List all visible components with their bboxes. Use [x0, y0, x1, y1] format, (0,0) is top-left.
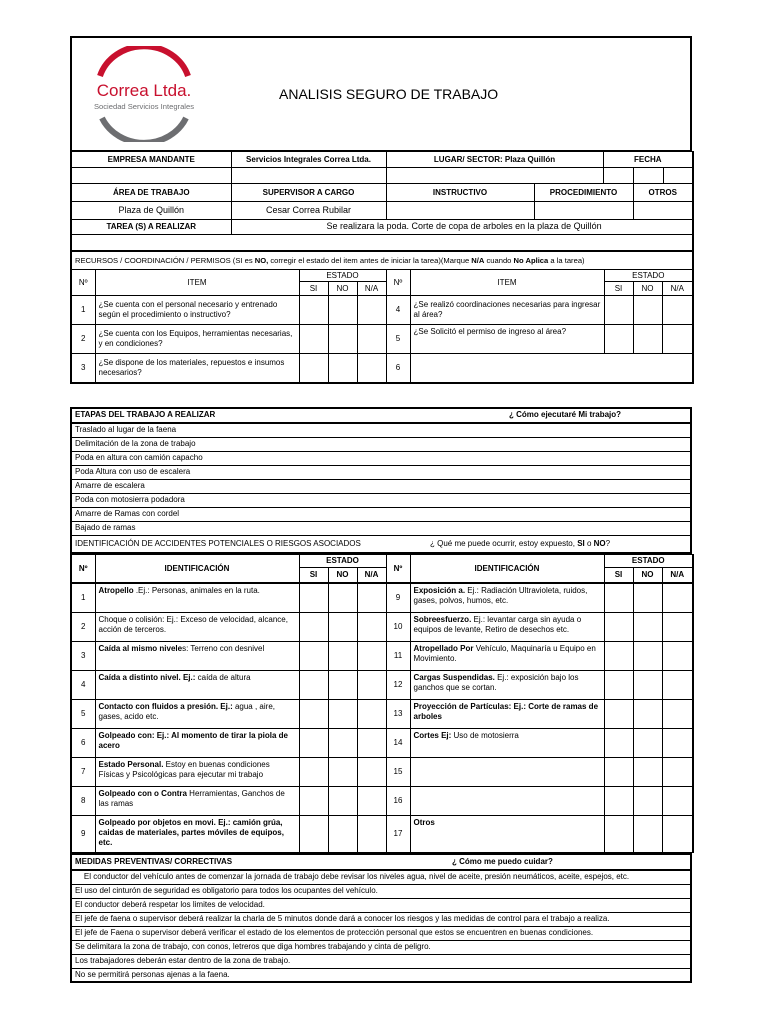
- checkbox-si[interactable]: [299, 642, 328, 671]
- checkbox-na[interactable]: [662, 700, 693, 729]
- empresa-input[interactable]: [71, 168, 231, 184]
- riesgo-bold: Otros: [413, 818, 435, 827]
- form-header: [70, 36, 692, 151]
- checkbox-no[interactable]: [633, 700, 662, 729]
- riesgos-col-estado: ESTADO: [299, 555, 386, 568]
- empresa-label: EMPRESA MANDANTE: [71, 152, 231, 168]
- riesgos-col-estado-2: ESTADO: [604, 555, 693, 568]
- riesgo-text: Ej.: levantar carga sin ayuda o equipos de levante, Retiro de desechos etc.: [413, 615, 582, 634]
- riesgo-row: [71, 758, 693, 787]
- checkbox-si[interactable]: [299, 758, 328, 787]
- riesgo-n: 9: [386, 584, 410, 613]
- area-value[interactable]: Plaza de Quillón: [71, 202, 231, 220]
- lugar-label: LUGAR/ SECTOR: Plaza Quillón: [386, 152, 603, 168]
- checkbox-no[interactable]: [328, 758, 357, 787]
- riesgo-bold: Golpeado por objetos en movi. Ej.: camión grúa, caidas de materiales, partes móviles de equipos, etc.: [98, 818, 284, 847]
- riesgos-table: [70, 554, 694, 583]
- checkbox-na[interactable]: [662, 816, 693, 853]
- checkbox-si[interactable]: [604, 671, 633, 700]
- checkbox-si[interactable]: [299, 816, 328, 853]
- riesgo-row: [71, 584, 693, 613]
- riesgo-n: 2: [71, 613, 95, 642]
- checkbox-no[interactable]: [328, 613, 357, 642]
- etapa-item[interactable]: Poda en altura con camión capacho: [71, 451, 691, 465]
- riesgos-label: IDENTIFICACIÓN DE ACCIDENTES POTENCIALES O RIESGOS ASOCIADOS: [75, 538, 361, 548]
- recursos-item: ¿Se cuenta con los Equipos, herramientas necesarias, y en condiciones?: [95, 325, 299, 354]
- riesgo-identificacion: [95, 816, 299, 853]
- checkbox-na[interactable]: [357, 325, 386, 354]
- checkbox-si[interactable]: [299, 325, 328, 354]
- riesgo-text: Ej.: exposición bajo los ganchos que se cortan.: [413, 673, 579, 692]
- recursos-note-a: RECURSOS / COORDINACIÓN / PERMISOS (SI es: [75, 255, 255, 265]
- logo-subtitle: Sociedad Servicios Integrales: [93, 102, 195, 111]
- riesgo-row: [71, 613, 693, 642]
- riesgo-identificacion: [95, 729, 299, 758]
- riesgo-n: 8: [71, 787, 95, 816]
- riesgo-identificacion: [95, 613, 299, 642]
- riesgo-n: 10: [386, 613, 410, 642]
- checkbox-no[interactable]: [328, 325, 357, 354]
- etapas-table: [70, 407, 692, 555]
- checkbox-na[interactable]: [357, 296, 386, 325]
- etapas-label-cell: [71, 408, 691, 423]
- checkbox-na[interactable]: [357, 354, 386, 383]
- checkbox-na[interactable]: [357, 816, 386, 853]
- riesgo-identificacion: [410, 700, 604, 729]
- riesgos-col-na: N/A: [357, 568, 386, 583]
- checkbox-si[interactable]: [299, 296, 328, 325]
- otros-label: OTROS: [633, 184, 693, 202]
- riesgo-n: 16: [386, 787, 410, 816]
- riesgo-row: [71, 787, 693, 816]
- medida-item[interactable]: No se permitirá personas ajenas a la faena.: [71, 968, 691, 982]
- riesgo-row: [71, 700, 693, 729]
- medida-item[interactable]: El jefe de Faena o supervisor deberá verificar el estado de los elementos de protección personal que estos se encuentren en buenas condiciones.: [71, 926, 691, 940]
- medida-item[interactable]: Se delimitara la zona de trabajo, con conos, letreros que diga hombres trabajando y cinta de peligro.: [71, 940, 691, 954]
- riesgo-text: .Ej.: Personas, animales en la ruta.: [133, 586, 260, 595]
- riesgo-text: s: Terreno con desnivel: [182, 644, 265, 653]
- riesgo-identificacion: [95, 642, 299, 671]
- checkbox-si[interactable]: [604, 613, 633, 642]
- medida-item[interactable]: El jefe de faena o supervisor deberá realizar la charla de 5 minutos donde dará a conocer los riesgos y las medidas de control para el trabajo a realiza.: [71, 912, 691, 926]
- recursos-col-estado: ESTADO: [299, 270, 386, 282]
- recursos-n: 5: [386, 325, 410, 354]
- riesgo-identificacion: [95, 758, 299, 787]
- tarea-label: TAREA (S) A REALIZAR: [71, 220, 231, 235]
- checkbox-no[interactable]: [328, 671, 357, 700]
- checkbox-si[interactable]: [299, 700, 328, 729]
- riesgo-n: 17: [386, 816, 410, 853]
- empresa-value: Servicios Integrales Correa Ltda.: [231, 152, 386, 168]
- riesgos-col-si: SI: [299, 568, 328, 583]
- checkbox-no[interactable]: [633, 729, 662, 758]
- tarea-extra-row[interactable]: [71, 235, 693, 251]
- riesgo-bold: Atropellado Por: [413, 644, 474, 653]
- riesgo-bold: Golpeado con: Ej.: Al momento de tirar la piola de acero: [98, 731, 289, 750]
- recursos-col-si: SI: [299, 282, 328, 296]
- fecha-year[interactable]: [663, 168, 693, 184]
- riesgo-row: [71, 642, 693, 671]
- checkbox-si[interactable]: [299, 787, 328, 816]
- recursos-n: 4: [386, 296, 410, 325]
- recursos-col-no-2: NO: [633, 282, 662, 296]
- riesgo-identificacion: [95, 584, 299, 613]
- riesgo-row: [71, 729, 693, 758]
- checkbox-si[interactable]: [604, 584, 633, 613]
- checkbox-na[interactable]: [662, 325, 693, 354]
- recursos-col-n: Nº: [71, 270, 95, 296]
- riesgo-identificacion: [410, 729, 604, 758]
- riesgos-question-si: SI: [577, 538, 585, 548]
- logo-name: Correa Ltda.: [96, 81, 192, 100]
- recursos-row: [71, 296, 693, 325]
- recursos-col-item-2: ITEM: [410, 270, 604, 296]
- checkbox-no[interactable]: [633, 584, 662, 613]
- medidas-question: ¿ Cómo me puedo cuidar?: [452, 857, 553, 866]
- recursos-n: 6: [386, 354, 410, 383]
- checkbox-na[interactable]: [357, 671, 386, 700]
- riesgo-n: 9: [71, 816, 95, 853]
- checkbox-si[interactable]: [604, 642, 633, 671]
- etapas-label: ETAPAS DEL TRABAJO A REALIZAR: [75, 410, 216, 419]
- recursos-note-noaplica: No Aplica: [513, 255, 549, 265]
- riesgo-bold: Cargas Suspendidas.: [413, 673, 495, 682]
- checkbox-si[interactable]: [604, 296, 633, 325]
- medidas-table: [70, 853, 692, 983]
- riesgo-bold: Sobreesfuerzo.: [413, 615, 472, 624]
- riesgos-label-cell: [71, 535, 691, 553]
- company-logo: [82, 46, 206, 142]
- checkbox-si[interactable]: [299, 729, 328, 758]
- recursos-note-b: corregir el estado del item antes de iniciar la tarea)(Marque: [268, 255, 472, 265]
- checkbox-no[interactable]: [328, 296, 357, 325]
- riesgo-n: 5: [71, 700, 95, 729]
- recursos-table: [70, 251, 694, 384]
- riesgo-text: Uso de motosierra: [451, 731, 519, 740]
- riesgo-text: Ej.: Radiación Ultravioleta, ruidos, gases, polvos, humos, etc.: [413, 586, 588, 605]
- checkbox-no[interactable]: [633, 758, 662, 787]
- riesgo-n: 4: [71, 671, 95, 700]
- riesgo-identificacion: [95, 787, 299, 816]
- checkbox-no[interactable]: [633, 613, 662, 642]
- riesgo-identificacion: [95, 671, 299, 700]
- checkbox-si[interactable]: [604, 816, 633, 853]
- lugar-input[interactable]: [386, 168, 603, 184]
- riesgo-n: 14: [386, 729, 410, 758]
- procedimiento-input[interactable]: [534, 202, 633, 220]
- riesgo-text: Estoy en buenas condiciones Físicas y Psicológicas para ejecutar mi trabajo: [98, 760, 270, 779]
- checkbox-na[interactable]: [357, 729, 386, 758]
- recursos-note-c: cuando: [484, 255, 514, 265]
- recursos-col-item: ITEM: [95, 270, 299, 296]
- checkbox-no[interactable]: [633, 816, 662, 853]
- tarea-value[interactable]: Se realizara la poda. Corte de copa de arboles en la plaza de Quillón: [231, 220, 693, 235]
- checkbox-no[interactable]: [633, 325, 662, 354]
- checkbox-no[interactable]: [633, 787, 662, 816]
- riesgo-text: agua , aire, gases, acido etc.: [98, 702, 275, 721]
- checkbox-si[interactable]: [604, 787, 633, 816]
- riesgo-identificacion: [410, 642, 604, 671]
- recursos-n: 2: [71, 325, 95, 354]
- recursos-note-na: N/A: [471, 255, 485, 265]
- recursos-item: ¿Se realizó coordinaciones necesarias para ingresar al área?: [410, 296, 604, 325]
- instructivo-input[interactable]: [386, 202, 534, 220]
- checkbox-si[interactable]: [299, 584, 328, 613]
- riesgos-col-n: Nº: [71, 555, 95, 583]
- recursos-row: [71, 354, 693, 383]
- riesgo-n: 15: [386, 758, 410, 787]
- recursos-n: 1: [71, 296, 95, 325]
- etapas-question: ¿ Cómo ejecutaré Mi trabajo?: [509, 410, 622, 419]
- riesgo-identificacion: [410, 671, 604, 700]
- fecha-month[interactable]: [633, 168, 663, 184]
- checkbox-si[interactable]: [604, 729, 633, 758]
- checkbox-si[interactable]: [604, 758, 633, 787]
- checkbox-na[interactable]: [662, 729, 693, 758]
- riesgo-identificacion: [410, 584, 604, 613]
- medidas-label: MEDIDAS PREVENTIVAS/ CORRECTIVAS: [75, 857, 233, 866]
- checkbox-na[interactable]: [662, 671, 693, 700]
- riesgo-text: Vehículo, Maquinaría u Equipo en Movimiento.: [413, 644, 596, 663]
- riesgo-identificacion: [410, 613, 604, 642]
- checkbox-si[interactable]: [299, 354, 328, 383]
- riesgo-text: Herramientas, Ganchos de las ramas: [98, 789, 285, 808]
- riesgo-bold: Proyección de Partículas: Ej.: Corte de ramas de arboles: [413, 702, 599, 721]
- checkbox-no[interactable]: [328, 354, 357, 383]
- riesgo-n: 13: [386, 700, 410, 729]
- medidas-label-cell: [71, 854, 691, 870]
- checkbox-no[interactable]: [328, 642, 357, 671]
- riesgo-bold: Contacto con fluidos a presión. Ej.:: [98, 702, 233, 711]
- riesgos-question-a: ¿ Qué me puede ocurrir, estoy expuesto,: [430, 538, 578, 548]
- recursos-note-no: NO,: [254, 255, 269, 265]
- recursos-row: [71, 325, 693, 354]
- recursos-col-na: N/A: [357, 282, 386, 296]
- riesgo-identificacion: [410, 816, 604, 853]
- page-title: ANALISIS SEGURO DE TRABAJO: [279, 86, 499, 102]
- riesgos-col-no-2: NO: [633, 568, 662, 583]
- medida-item[interactable]: Los trabajadores deberán estar dentro de la zona de trabajo.: [71, 954, 691, 968]
- etapa-item[interactable]: Traslado al lugar de la faena: [71, 423, 691, 438]
- recursos-col-estado-2: ESTADO: [604, 270, 693, 282]
- checkbox-no[interactable]: [633, 642, 662, 671]
- recursos-item: ¿Se Solicitó el permiso de ingreso al área?: [410, 325, 604, 354]
- riesgo-bold: Caída a distinto nivel. Ej.:: [98, 673, 196, 682]
- etapa-item[interactable]: Amarre de escalera: [71, 479, 691, 493]
- riesgos-col-si-2: SI: [604, 568, 633, 583]
- riesgo-identificacion: [410, 787, 604, 816]
- riesgo-n: 1: [71, 584, 95, 613]
- riesgos-question-c: ?: [605, 538, 611, 548]
- checkbox-no[interactable]: [633, 671, 662, 700]
- recursos-col-na-2: N/A: [662, 282, 693, 296]
- riesgo-row: [71, 671, 693, 700]
- riesgo-n: 6: [71, 729, 95, 758]
- riesgos-question-b: o: [584, 538, 594, 548]
- checkbox-na[interactable]: [662, 584, 693, 613]
- checkbox-si[interactable]: [604, 700, 633, 729]
- medida-item[interactable]: El uso del cinturón de seguridad es obligatorio para todos los ocupantes del vehículo.: [71, 884, 691, 898]
- riesgos-col-id: IDENTIFICACIÓN: [95, 555, 299, 583]
- riesgo-bold: Estado Personal.: [98, 760, 164, 769]
- medida-item[interactable]: El conductor deberá respetar los limites de velocidad.: [71, 898, 691, 912]
- riesgos-question-no: NO: [593, 538, 606, 548]
- riesgos-col-no: NO: [328, 568, 357, 583]
- recursos-col-si-2: SI: [604, 282, 633, 296]
- riesgos-col-n-2: Nº: [386, 555, 410, 583]
- riesgo-identificacion: [410, 758, 604, 787]
- checkbox-no[interactable]: [328, 816, 357, 853]
- checkbox-na[interactable]: [357, 642, 386, 671]
- recursos-col-no: NO: [328, 282, 357, 296]
- etapa-item[interactable]: Poda Altura con uso de escalera: [71, 465, 691, 479]
- riesgo-n: 7: [71, 758, 95, 787]
- etapa-item[interactable]: Delimitación de la zona de trabajo: [71, 437, 691, 451]
- riesgos-body: [70, 583, 694, 853]
- etapa-item[interactable]: Poda con motosierra podadora: [71, 493, 691, 507]
- checkbox-na[interactable]: [662, 758, 693, 787]
- checkbox-no[interactable]: [328, 584, 357, 613]
- checkbox-na[interactable]: [357, 613, 386, 642]
- riesgo-text: caída de altura: [195, 673, 251, 682]
- checkbox-si[interactable]: [604, 325, 633, 354]
- medida-item[interactable]: El conductor del vehículo antes de comenzar la jornada de trabajo debe revisar los niveles agua, nivel de aceite, presión neumáticos, aceite, espejos, etc.: [71, 870, 691, 884]
- otros-input[interactable]: [633, 202, 693, 220]
- checkbox-na[interactable]: [357, 758, 386, 787]
- fecha-label: FECHA: [603, 152, 693, 168]
- recursos-item: ¿Se cuenta con el personal necesario y entrenado según el procedimiento o instructivo?: [95, 296, 299, 325]
- checkbox-na[interactable]: [357, 787, 386, 816]
- riesgos-col-id-2: IDENTIFICACIÓN: [410, 555, 604, 583]
- checkbox-na[interactable]: [662, 787, 693, 816]
- recursos-n: 3: [71, 354, 95, 383]
- checkbox-no[interactable]: [328, 787, 357, 816]
- riesgo-identificacion: [95, 700, 299, 729]
- riesgo-n: 11: [386, 642, 410, 671]
- checkbox-no[interactable]: [328, 729, 357, 758]
- area-label: ÁREA DE TRABAJO: [71, 184, 231, 202]
- checkbox-na[interactable]: [357, 584, 386, 613]
- riesgo-bold: Caída al mismo nivele: [98, 644, 183, 653]
- checkbox-si[interactable]: [299, 671, 328, 700]
- riesgos-col-na-2: N/A: [662, 568, 693, 583]
- recursos-note: [71, 252, 693, 270]
- checkbox-na[interactable]: [662, 296, 693, 325]
- recursos-item[interactable]: [410, 354, 693, 383]
- checkbox-na[interactable]: [662, 613, 693, 642]
- recursos-note-d: a la tarea): [548, 255, 585, 265]
- recursos-col-n-2: Nº: [386, 270, 410, 296]
- fecha-day[interactable]: [603, 168, 633, 184]
- procedimiento-label: PROCEDIMIENTO: [534, 184, 633, 202]
- form-page: [70, 36, 692, 983]
- recursos-item: ¿Se dispone de los materiales, repuestos e insumos necesarios?: [95, 354, 299, 383]
- checkbox-no[interactable]: [633, 296, 662, 325]
- checkbox-na[interactable]: [662, 642, 693, 671]
- info-table: [70, 151, 694, 251]
- riesgos-question: [430, 539, 610, 549]
- riesgo-bold: Golpeado con o Contra: [98, 789, 187, 798]
- instructivo-label: INSTRUCTIVO: [386, 184, 534, 202]
- supervisor-value[interactable]: Cesar Correa Rubilar: [231, 202, 386, 220]
- empresa-input-2[interactable]: [231, 168, 386, 184]
- riesgo-text: Choque o colisión: Ej.: Exceso de velocidad, alcance, acción de terceros.: [98, 615, 288, 634]
- riesgo-bold: Atropello: [98, 586, 134, 595]
- riesgo-bold: Exposición a.: [413, 586, 468, 595]
- riesgo-n: 3: [71, 642, 95, 671]
- checkbox-na[interactable]: [357, 700, 386, 729]
- supervisor-label: SUPERVISOR A CARGO: [231, 184, 386, 202]
- riesgo-bold: Cortes Ej:: [413, 731, 452, 740]
- etapa-item[interactable]: Bajado de ramas: [71, 521, 691, 535]
- etapa-item[interactable]: Amarre de Ramas con cordel: [71, 507, 691, 521]
- checkbox-si[interactable]: [299, 613, 328, 642]
- riesgo-n: 12: [386, 671, 410, 700]
- riesgo-row: [71, 816, 693, 853]
- checkbox-no[interactable]: [328, 700, 357, 729]
